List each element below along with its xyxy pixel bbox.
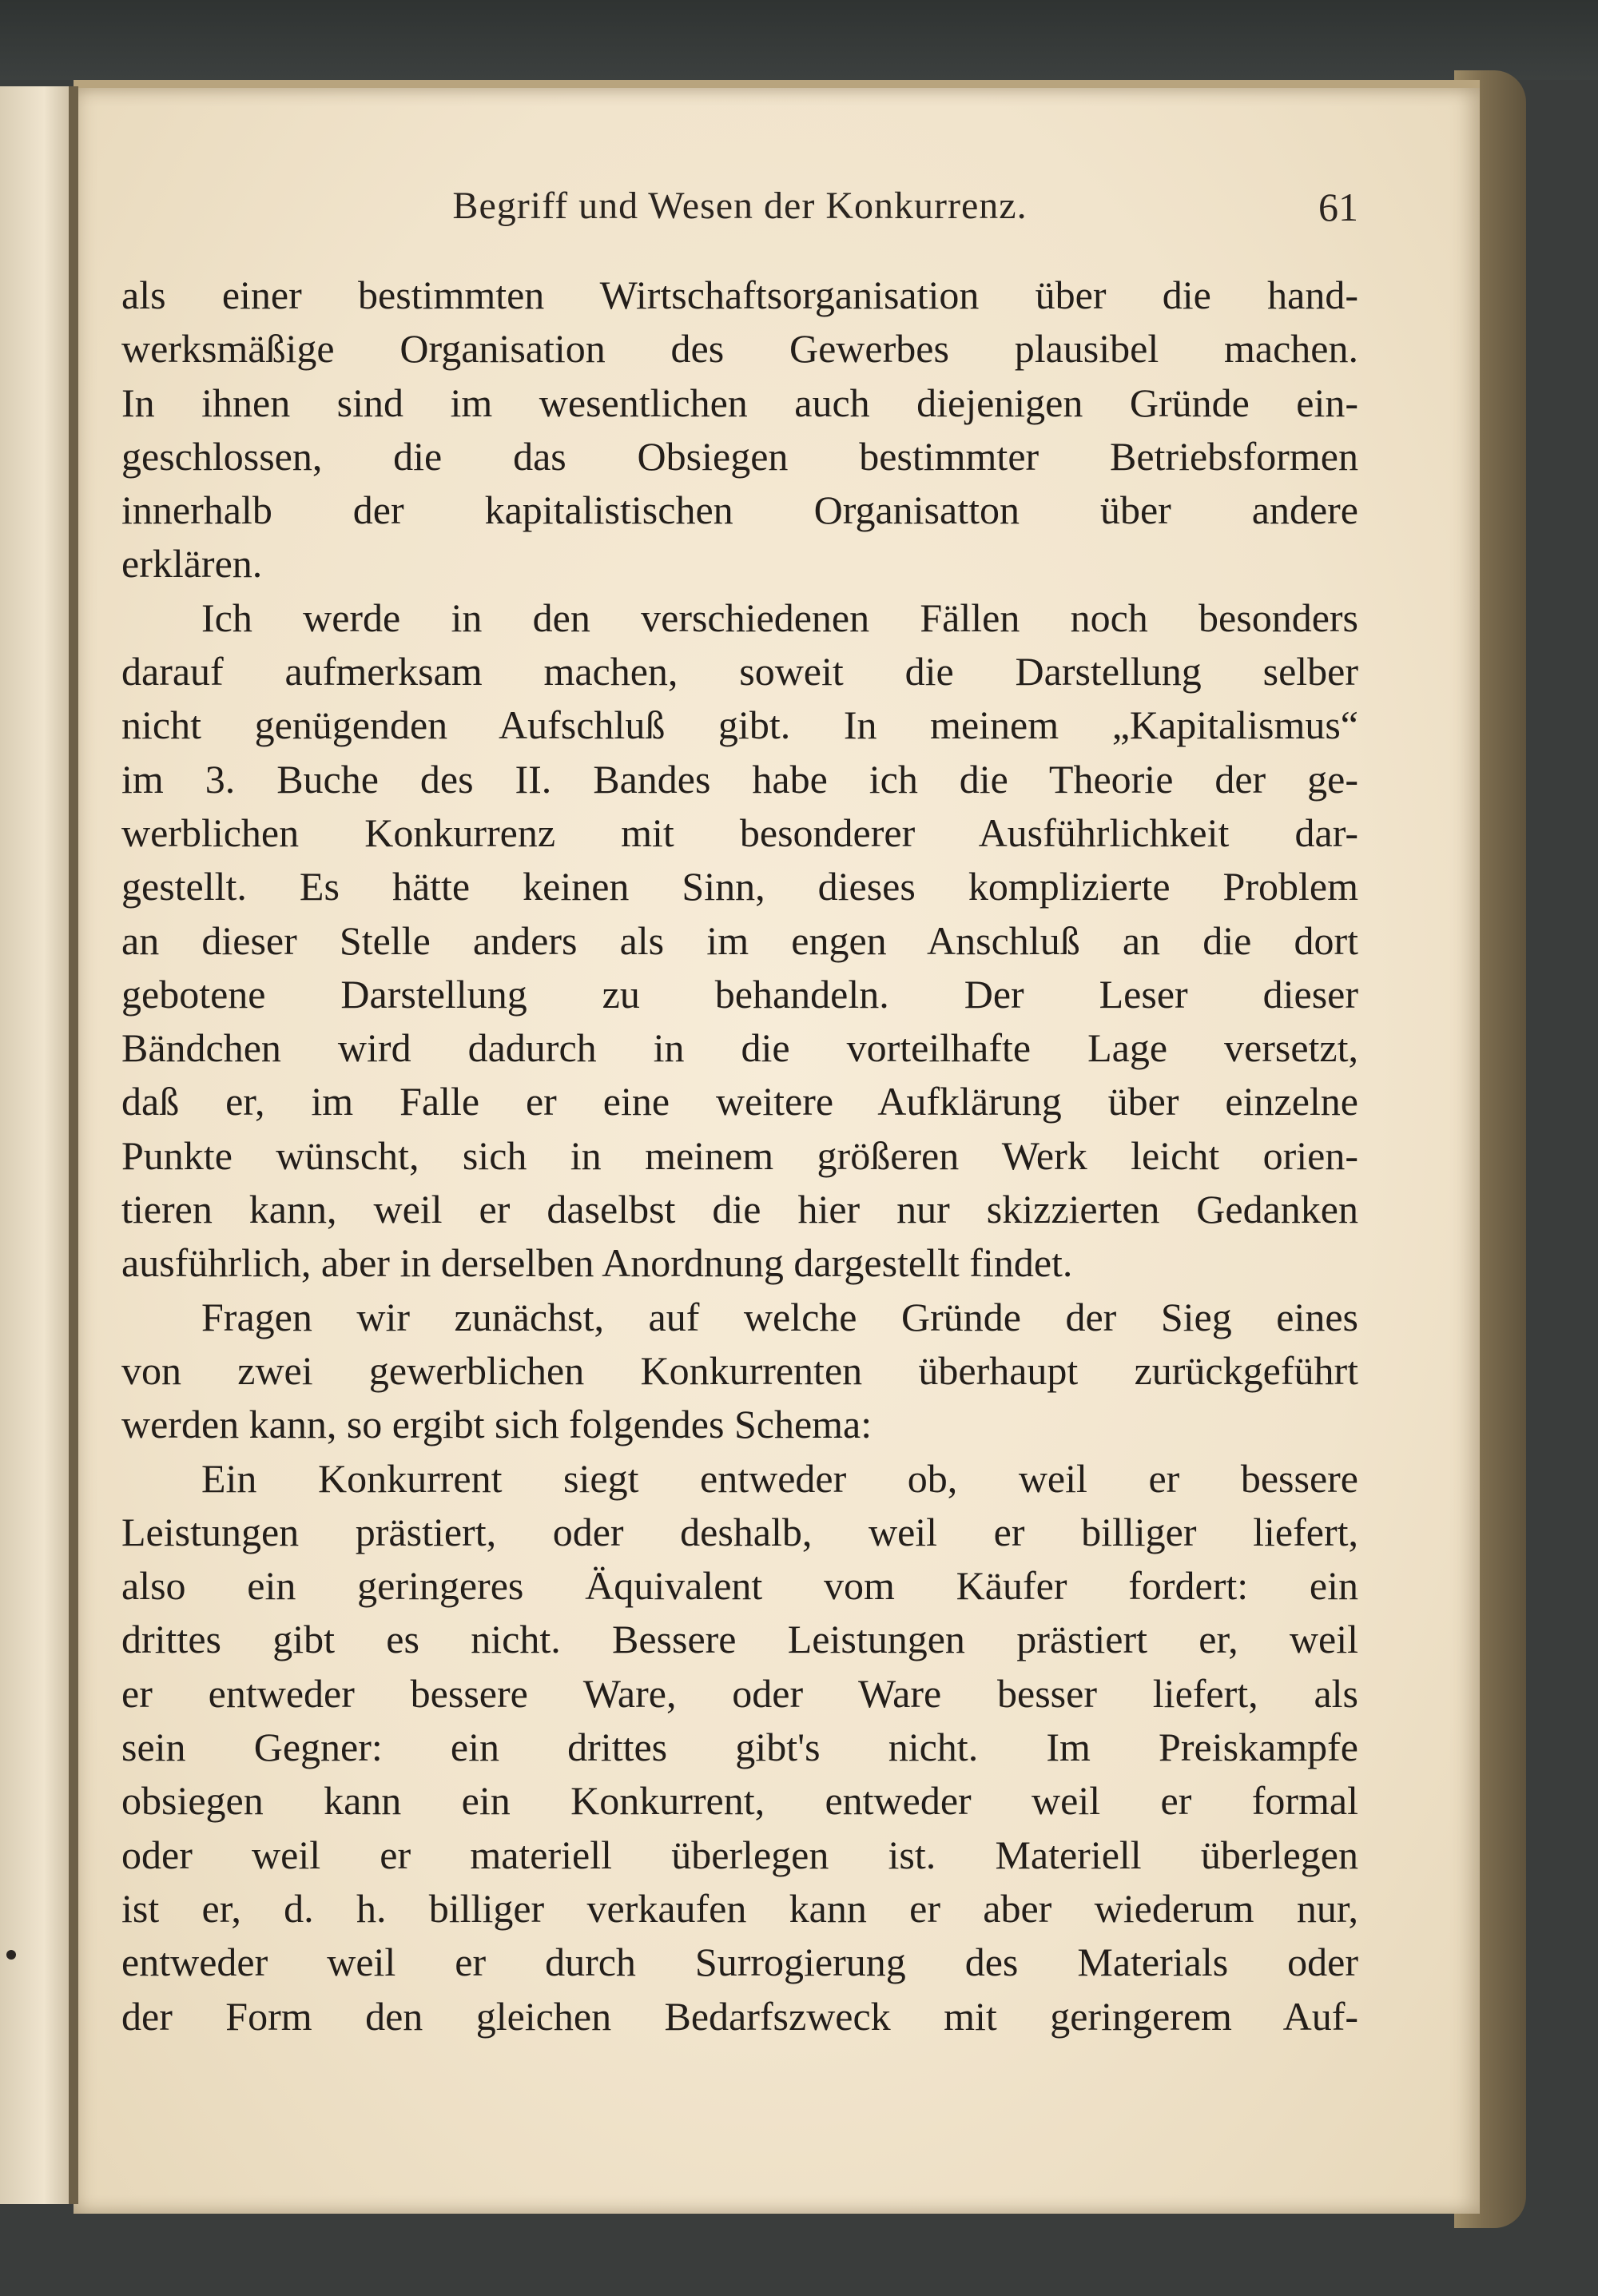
text-line: erklären. <box>121 541 263 587</box>
text-line: Bändchen wird dadurch in die vorteilhafte Lage versetzt, <box>121 1025 1358 1071</box>
scan-background <box>0 0 1598 80</box>
page-number: 61 <box>1318 185 1358 229</box>
text-line: entweder weil er durch Surrogierung des Materials oder <box>121 1940 1358 1985</box>
page-header <box>121 128 1358 229</box>
text-line: oder weil er materiell überlegen ist. Materiell überlegen <box>121 1832 1358 1877</box>
text-line: gestellt. Es hätte keinen Sinn, dieses komplizierte Problem <box>121 864 1358 909</box>
text-line: werden kann, so ergibt sich folgendes Schema: <box>121 1402 873 1447</box>
text-line: Punkte wünscht, sich in meinem größeren Werk leicht orien- <box>121 1132 1358 1178</box>
text-line: tieren kann, weil er daselbst die hier nur skizzierten Gedanken <box>121 1187 1358 1232</box>
text-line: als einer bestimmten Wirtschaftsorganisation über die hand- <box>121 273 1358 317</box>
text-line: In ihnen sind im wesentlichen auch diejenigen Gründe ein- <box>121 380 1358 425</box>
text-line: im 3. Buche des II. Bandes habe ich die Theorie der ge- <box>121 756 1358 802</box>
text-line: werblichen Konkurrenz mit besonderer Ausführlichkeit dar- <box>121 810 1358 855</box>
text-line: gebotene Darstellung zu behandeln. Der Leser dieser <box>121 971 1358 1017</box>
text-line: werksmäßige Organisation des Gewerbes plausibel machen. <box>121 326 1358 372</box>
text-line: obsiegen kann ein Konkurrent, entweder weil er formal <box>121 1778 1358 1824</box>
text-line: Ich werde in den verschiedenen Fällen noch besonders <box>201 595 1358 640</box>
text-line: daß er, im Falle er eine weitere Aufklärung über einzelne <box>121 1079 1358 1124</box>
text-line: Fragen wir zunächst, auf welche Gründe der Sieg eines <box>201 1294 1358 1339</box>
text-line: ausführlich, aber in derselben Anordnung dargestellt findet. <box>121 1240 1073 1286</box>
text-line: ist er, d. h. billiger verkaufen kann er aber wiederum nur, <box>121 1885 1358 1931</box>
text-line: der Form den gleichen Bedarfszweck mit geringerem Auf- <box>121 1993 1358 2039</box>
text-line: Leistungen prästiert, oder deshalb, weil er billiger liefert, <box>121 1509 1358 1554</box>
facing-page-edge <box>0 86 77 2204</box>
book-gutter <box>69 86 78 2204</box>
text-line: also ein geringeres Äquivalent vom Käufer fordert: ein <box>121 1563 1358 1609</box>
text-line: nicht genügenden Aufschluß gibt. In meinem „Kapitalismus“ <box>121 702 1358 748</box>
text-line: geschlossen, die das Obsiegen bestimmter Betriebsformen <box>121 433 1358 479</box>
text-line: von zwei gewerblichen Konkurrenten überhaupt zurückgeführt <box>121 1347 1358 1393</box>
ink-speck <box>6 1950 16 1960</box>
text-line: er entweder bessere Ware, oder Ware besser liefert, als <box>121 1670 1358 1716</box>
text-line: darauf aufmerksam machen, soweit die Darstellung selber <box>121 649 1358 694</box>
text-line: an dieser Stelle anders als im engen Anschluß an die dort <box>121 917 1358 963</box>
body-text <box>121 269 1358 2043</box>
text-line: sein Gegner: ein drittes gibt's nicht. Im Preiskampfe <box>121 1725 1358 1770</box>
text-line: drittes gibt es nicht. Bessere Leistungen prästiert er, weil <box>121 1617 1358 1662</box>
text-line: Ein Konkurrent siegt entweder ob, weil er bessere <box>201 1455 1358 1501</box>
text-line: innerhalb der kapitalistischen Organisatton über andere <box>121 487 1358 533</box>
running-title: Begriff und Wesen der Konkurrenz. <box>452 185 1028 227</box>
